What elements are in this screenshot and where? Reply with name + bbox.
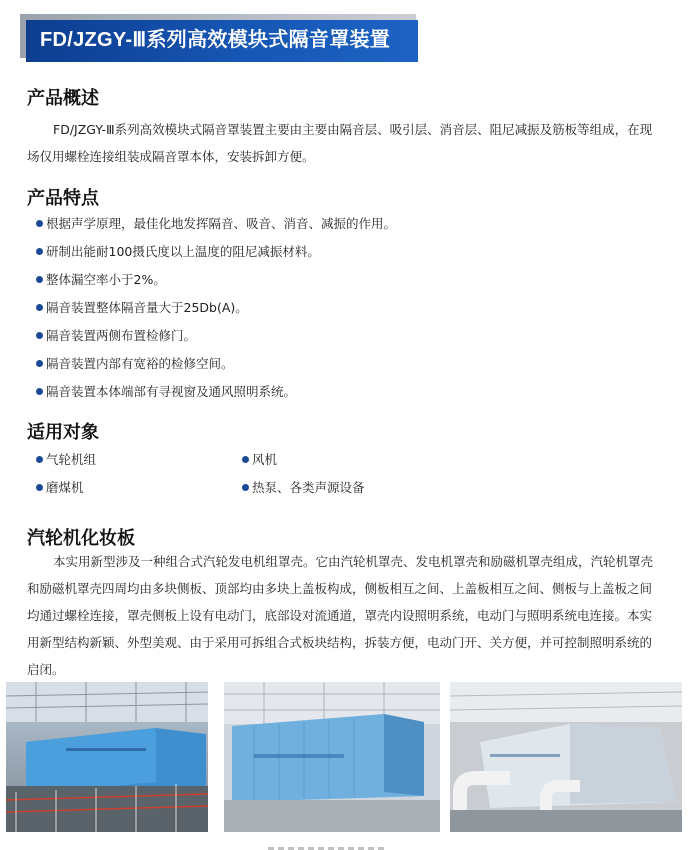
list-item: 气轮机组: [36, 446, 96, 474]
bullet-dot-icon: [36, 304, 43, 311]
bullet-dot-icon: [36, 248, 43, 255]
list-item: 磨煤机: [36, 474, 84, 502]
features-heading: 产品特点: [27, 188, 99, 209]
list-item: 隔音装置本体端部有寻视窗及通风照明系统。: [36, 378, 656, 406]
bullet-dot-icon: [36, 332, 43, 339]
white-enclosure-image: [450, 682, 682, 832]
bullet-dot-icon: [36, 484, 43, 491]
bullet-dot-icon: [36, 220, 43, 227]
bullet-dot-icon: [36, 276, 43, 283]
list-item: 隔音装置两侧布置检修门。: [36, 322, 656, 350]
turbine-paragraph: [27, 548, 655, 683]
list-item: 隔音装置内部有宽裕的检修空间。: [36, 350, 656, 378]
list-item: 根据声学原理，最佳化地发挥隔音、吸音、消音、减振的作用。: [36, 210, 656, 238]
features-list: [36, 210, 656, 406]
list-item: 隔音装置整体隔音量大于25Db(A)。: [36, 294, 656, 322]
page-title: FD/JZGY-Ⅲ系列高效模块式隔音罩装置: [26, 20, 418, 62]
turbine-text: 本实用新型涉及一种组合式汽轮发电机组罩壳。它由汽轮机罩壳、发电机罩壳和励磁机罩壳组成，汽轮机罩壳和励磁机罩壳四周均由多块侧板、顶部均由多块上盖板构成，侧板相互之间、上盖板相互之间、侧板与上盖板之间均通过螺栓连接，罩壳侧板上设有电动门，底部设对流通道，罩壳内设照明系统，电动门与照明系统电连接。本实用新型结构新颖、外型美观、由于采用可拆组合式板块结构，拆装方便，电动门开、关方便，并可控制照明系统的启闭。: [27, 554, 654, 677]
turbine-hall-image: [6, 682, 208, 832]
overview-text: FD/JZGY-Ⅲ系列高效模块式隔音罩装置主要由主要由隔音层、吸引层、消音层、阻尼减振及筋板等组成，在现场仅用螺栓连接组装成隔音罩本体，安装拆卸方便。: [27, 122, 653, 164]
blue-enclosure-image: [224, 682, 440, 832]
list-item: 热泵、各类声源设备: [242, 474, 365, 502]
list-item: 整体漏空率小于2%。: [36, 266, 656, 294]
bullet-dot-icon: [242, 484, 249, 491]
overview-paragraph: [27, 116, 655, 170]
applications-heading: 适用对象: [27, 422, 99, 443]
cutoff-caption: [268, 840, 388, 850]
list-item: 研制出能耐100摄氏度以上温度的阻尼减振材料。: [36, 238, 656, 266]
bullet-dot-icon: [36, 360, 43, 367]
overview-heading: 产品概述: [27, 88, 99, 109]
photo-blue-enclosure: [224, 682, 440, 832]
bullet-dot-icon: [36, 456, 43, 463]
title-banner: [20, 14, 418, 58]
photo-white-enclosure: [450, 682, 682, 832]
list-item: 风机: [242, 446, 277, 474]
turbine-heading: 汽轮机化妆板: [27, 528, 135, 549]
photo-turbine-hall: [6, 682, 208, 832]
bullet-dot-icon: [36, 388, 43, 395]
bullet-dot-icon: [242, 456, 249, 463]
